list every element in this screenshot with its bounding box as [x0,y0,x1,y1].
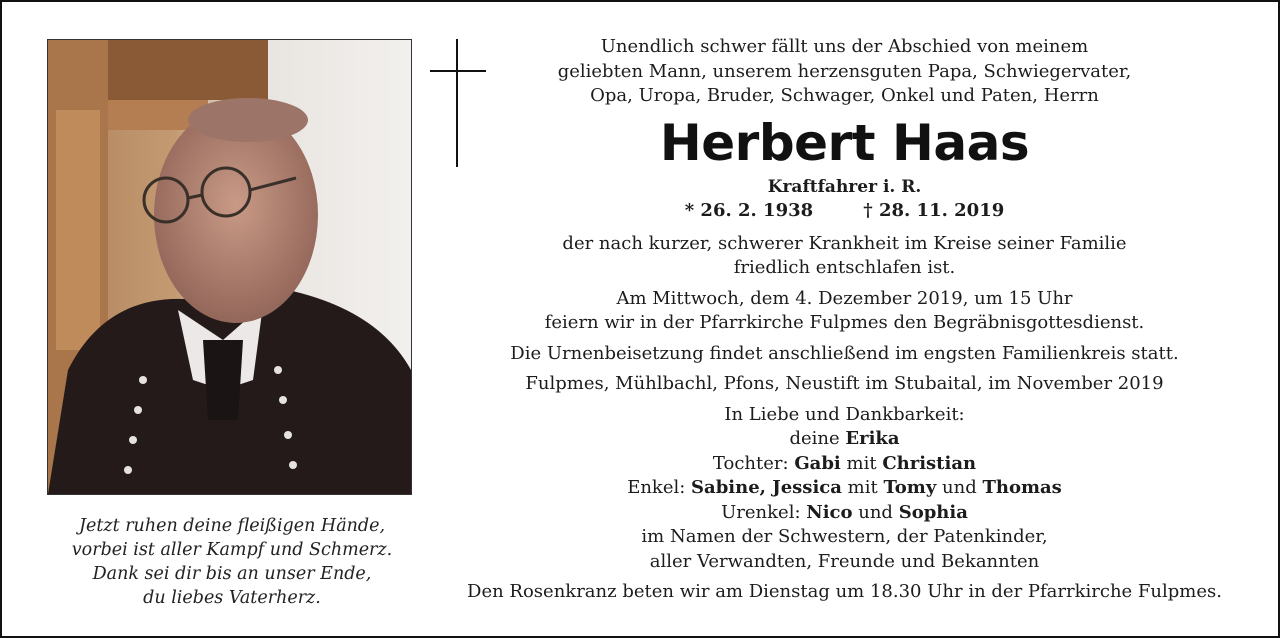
rosary-note: Den Rosenkranz beten wir am Dienstag um 18.30 Uhr in der Pfarrkirche Fulpmes. [467,581,1222,602]
mourners-heading: In Liebe und Dankbarkeit: [724,403,965,425]
occupation: Kraftfahrer i. R. [767,176,922,197]
funeral-line: feiern wir in der Pfarrkirche Fulpmes den Begräbnisgottesdienst. [544,312,1145,333]
mourner-name: Sophia [898,501,968,523]
deceased-name: Herbert Haas [659,113,1030,172]
portrait-image [48,40,411,494]
label: Urenkel: [721,501,801,523]
poem-line: Dank sei dir bis an unser Ende, [92,564,372,584]
connector: mit [847,477,878,498]
label: Tochter: [712,452,789,474]
passing-line: friedlich entschlafen ist. [733,257,956,278]
mourner-wife [447,427,1242,452]
death-date: † 28. 11. 2019 [863,200,1005,221]
portrait-photo [47,39,412,495]
life-dates [447,199,1242,224]
intro-line: geliebten Mann, unserem herzensguten Papa, Schwiegervater, [557,60,1132,82]
mourner-name: Nico [806,501,853,523]
connector: und [858,501,893,523]
urn-burial: Die Urnenbeisetzung findet anschließend im engsten Familienkreis statt. [510,342,1179,364]
label: deine [789,428,840,449]
mourners-others: aller Verwandten, Freunde und Bekannten [649,550,1040,572]
mourner-great-grandchildren [447,501,1242,526]
memorial-poem [32,514,432,610]
place-date: Fulpmes, Mühlbachl, Pfons, Neustift im Stubaital, im November 2019 [525,373,1164,394]
birth-date: * 26. 2. 1938 [684,200,814,221]
mourner-name: Gabi [794,452,841,474]
mourner-name: Erika [845,428,900,449]
funeral-line: Am Mittwoch, dem 4. Dezember 2019, um 15 Uhr [616,287,1073,309]
intro-line: Opa, Uropa, Bruder, Schwager, Onkel und Paten, Herrn [590,85,1099,106]
intro-line: Unendlich schwer fällt uns der Abschied von meinem [600,36,1089,57]
mourner-daughter [447,452,1242,477]
poem-line: du liebes Vaterherz. [143,588,321,608]
poem-line: Jetzt ruhen deine fleißigen Hände, [78,516,386,536]
label: Enkel: [627,477,686,498]
connector: mit [846,452,877,474]
passing-line: der nach kurzer, schwerer Krankheit im Kreise seiner Familie [562,232,1127,254]
notice-text [447,35,1242,605]
mourners-others: im Namen der Schwestern, der Patenkinder, [641,526,1048,547]
connector: und [942,477,977,498]
mourner-grandchildren [447,476,1242,501]
mourner-name: Thomas [982,477,1062,498]
poem-line: vorbei ist aller Kampf und Schmerz. [71,540,393,560]
mourner-name: Sabine, Jessica [691,477,842,498]
mourner-name: Christian [882,452,977,474]
mourner-name: Tomy [883,477,937,498]
